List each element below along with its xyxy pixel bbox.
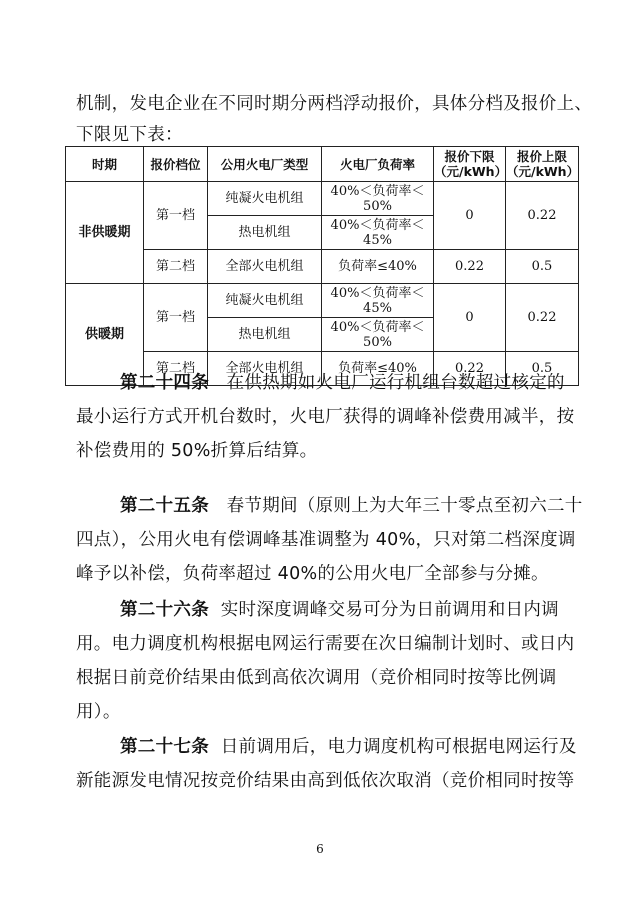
load-rate-cell: 40%＜负荷率＜45% (322, 284, 434, 318)
tier-cell: 第一档 (144, 284, 208, 352)
intro-line-1: 机制，发电企业在不同时期分两档浮动报价，具体分档及报价上、 (76, 94, 593, 114)
article-27-text: 日前调用后，电力调度机构可根据电网运行及 (220, 737, 577, 757)
price-high-cell: 0.5 (506, 250, 579, 284)
period-cell: 供暖期 (66, 284, 144, 386)
tier-cell: 第一档 (144, 182, 208, 250)
plant-type-cell: 全部火电机组 (208, 352, 322, 386)
article-25-line-1 (120, 492, 583, 517)
article-26-title: 第二十六条 (120, 600, 209, 620)
plant-type-cell: 纯凝火电机组 (208, 284, 322, 318)
price-low-cell: 0 (434, 284, 506, 352)
table-header-row (66, 147, 579, 182)
article-24-line-1 (120, 369, 565, 394)
article-26-line-1 (120, 596, 559, 621)
article-27-line-1 (120, 733, 577, 758)
intro-line-2: 下限见下表： (76, 125, 183, 145)
article-25-line-3: 峰予以补偿，负荷率超过 40%的公用火电厂全部参与分摊。 (76, 564, 549, 584)
header-tier: 报价档位 (144, 147, 208, 182)
article-26-line-2: 用。电力调度机构根据电网运行需要在次日编制计划时、或日内 (76, 634, 575, 654)
tier-cell: 第二档 (144, 352, 208, 386)
page-number: 6 (316, 842, 324, 856)
table-row (66, 182, 579, 216)
plant-type-cell: 热电机组 (208, 216, 322, 250)
article-24-title: 第二十四条 (120, 373, 209, 393)
header-price-low: 报价下限 （元/kWh） (434, 147, 506, 182)
table-row (66, 284, 579, 318)
load-rate-cell: 40%＜负荷率＜45% (322, 216, 434, 250)
article-26-line-3: 根据日前竞价结果由低到高依次调用（竞价相同时按等比例调 (76, 668, 557, 688)
article-26-line-4: 用）。 (76, 702, 121, 722)
header-plant-type: 公用火电厂类型 (208, 147, 322, 182)
article-27-title: 第二十七条 (120, 737, 209, 757)
article-25-title: 第二十五条 (120, 496, 209, 516)
price-low-cell: 0.22 (434, 352, 506, 386)
article-25-text: 春节期间（原则上为大年三十零点至初六二十 (226, 496, 583, 516)
load-rate-cell: 40%＜负荷率＜50% (322, 318, 434, 352)
article-26-text: 实时深度调峰交易可分为日前调用和日内调 (220, 600, 559, 620)
load-rate-cell: 负荷率≤40% (322, 250, 434, 284)
tier-cell: 第二档 (144, 250, 208, 284)
price-table (65, 146, 579, 386)
article-27-line-2: 新能源发电情况按竞价结果由高到低依次取消（竞价相同时按等 (76, 771, 575, 791)
plant-type-cell: 热电机组 (208, 318, 322, 352)
header-load-rate: 火电厂负荷率 (322, 147, 434, 182)
price-low-cell: 0 (434, 182, 506, 250)
article-24-line-3: 补偿费用的 50%折算后结算。 (76, 441, 318, 461)
load-rate-cell: 40%＜负荷率＜50% (322, 182, 434, 216)
price-low-cell: 0.22 (434, 250, 506, 284)
load-rate-cell: 负荷率≤40% (322, 352, 434, 386)
plant-type-cell: 纯凝火电机组 (208, 182, 322, 216)
period-cell: 非供暖期 (66, 182, 144, 284)
header-period: 时期 (66, 147, 144, 182)
price-high-cell: 0.22 (506, 284, 579, 352)
article-24-line-2: 最小运行方式开机台数时，火电厂获得的调峰补偿费用减半，按 (76, 407, 575, 427)
price-high-cell: 0.22 (506, 182, 579, 250)
plant-type-cell: 全部火电机组 (208, 250, 322, 284)
article-25-line-2: 四点），公用火电有偿调峰基准调整为 40%，只对第二档深度调 (76, 530, 576, 550)
article-24-text: 在供热期如火电厂运行机组台数超过核定的 (226, 373, 565, 393)
price-high-cell: 0.5 (506, 352, 579, 386)
header-price-high: 报价上限 （元/kWh） (506, 147, 579, 182)
